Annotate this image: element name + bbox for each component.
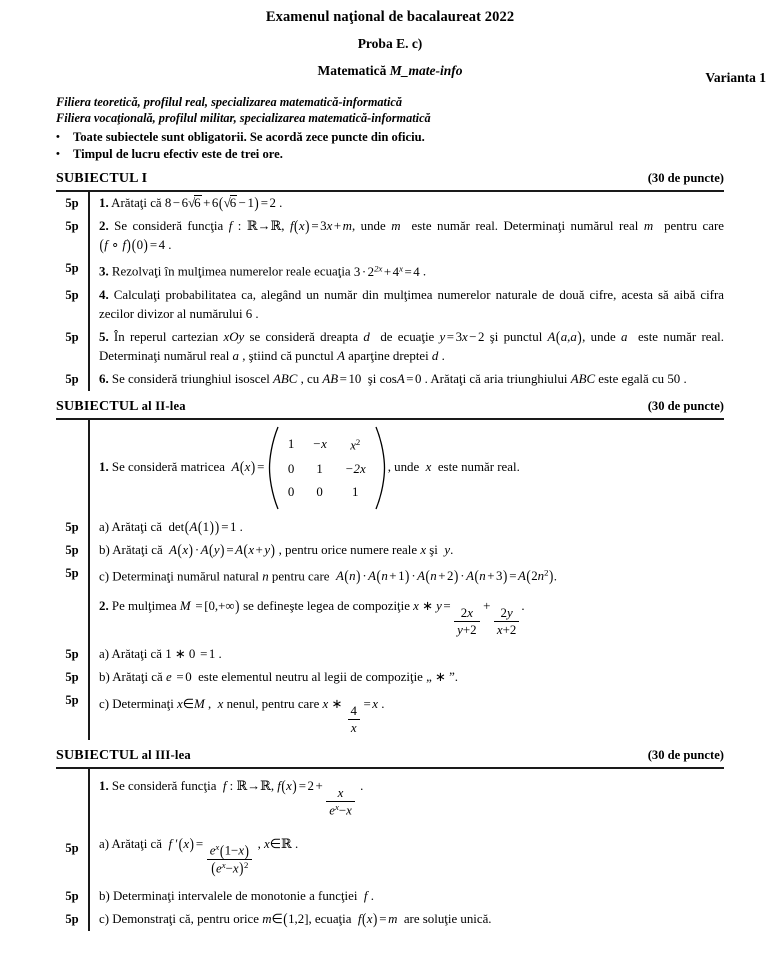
problem-text-ii-1c: c) Determinaţi numărul natural n pentru care $A(n) \cdot A(n + 1) \cdot A(n + 2) \cdot A(n + 3) = A(2n^2)$. (99, 567, 558, 585)
problem-points-empty (56, 769, 88, 773)
problem-text-ii-1b: b) Arătaţi că A(x) · A(y) = A(x + y) , pentru orice numere reale x şi y. (99, 540, 454, 559)
matrix-row (279, 458, 375, 481)
problem-points-empty (56, 420, 88, 424)
matrix-cell: 0 (287, 461, 295, 476)
problem-points: 5p (65, 371, 79, 386)
matrix-cell: 1 (352, 484, 359, 499)
matrix-cell: 0 (316, 484, 323, 499)
problem-row (56, 908, 724, 931)
problem-points: 5p (65, 261, 79, 275)
problem-text-ii-2: 2. Pe mulţimea M = [0,+∞) se defineşte legea de compoziţie x ∗ y = $\frac{2x}{y+2}$ + $\frac{2y}{x+2}$ . (99, 597, 525, 637)
matrix-cell: $x^2$ (350, 437, 361, 453)
instructions-list (56, 129, 780, 163)
subject-variant-code: M_mate-info (389, 63, 463, 78)
subject3-table (56, 769, 724, 930)
problem-text-2: 2. Se consideră funcţia f : ℝ→ℝ, f(x) = 3x + m, unde m este număr real. Determinaţi numărul real m pentru care (f ∘ f)(0) = 4 . (99, 217, 724, 254)
section-points-2: (30 de puncte) (647, 398, 724, 413)
section-header-3 (56, 748, 724, 764)
problem-text-ii-2b: b) Arătaţi că e = 0 este elementul neutru al legii de compoziţie „ ∗ ”. (99, 670, 459, 685)
problem-row (56, 368, 724, 391)
problem-text-3: 3. Rezolvaţi în mulţimea numerelor reale ecuaţia $3 \cdot 2^{2x} + 4^x = 4$ . (99, 263, 427, 279)
problem-row (56, 562, 724, 589)
matrix-cell: 0 (287, 484, 295, 499)
bullet-icon: • (56, 131, 60, 143)
problem-row (56, 825, 724, 885)
problem-row (56, 588, 724, 643)
problem-row (56, 516, 724, 539)
problem-text-ii-2a: a) Arătaţi că 1 ∗ 0 = 1 . (99, 647, 222, 662)
problem-text-iii-1b: b) Determinaţi intervalele de monotonie a funcţiei f . (99, 888, 374, 903)
section-title-2 (56, 399, 186, 415)
problem-row (56, 689, 724, 740)
matrix-cell: 1 (287, 437, 295, 452)
problem-text-4: 4. Calculaţi probabilitatea ca, alegând un număr din mulţimea numerelor naturale de două cifre, acesta să aibă cifra zecilor divizor al numărului 6 . (99, 287, 724, 321)
problem-text-6: 6. Se consideră triunghiul isoscel ABC , cu AB = 10 şi cosA = 0 . Arătaţi că aria triunghiului ABC este egală cu 50 . (99, 371, 687, 386)
instruction-text-2: Timpul de lucru efectiv este de trei ore. (73, 147, 283, 161)
problem-row (56, 420, 724, 516)
section-title-1: SUBIECTUL I (56, 171, 148, 186)
problem-row (56, 284, 724, 326)
matrix-left-paren (268, 425, 279, 511)
problem-row (56, 769, 724, 825)
section-title-2-main: SUBIECTUL (56, 398, 142, 414)
subject2-table (56, 420, 724, 741)
problem-points: 5p (65, 329, 79, 344)
instruction-item-1 (56, 129, 780, 146)
section-title-3-rest: al III-lea (141, 748, 191, 763)
problem-text-ii-1a: a) Arătaţi că det(A(1)) = 1 . (99, 517, 243, 536)
instruction-text-1: Toate subiectele sunt obligatorii. Se acordă zece puncte din oficiu. (73, 130, 425, 144)
section-title-2-rest: al II-lea (141, 398, 186, 413)
exam-title: Examenul naţional de bacalaureat 2022 (265, 9, 515, 25)
problem-text-1: 1. Arătaţi că 8 − 6√6 + 6(√6 − 1) = 2 . (99, 194, 283, 212)
exam-test-code: Proba E. c) (357, 36, 423, 51)
filiera-line-1: Filiera teoretică, profilul real, specializarea matematică-informatică (56, 95, 402, 109)
problem-row (56, 215, 724, 257)
matrix-A (268, 425, 386, 511)
problem-points-empty (56, 588, 88, 592)
problem-text-iii-1a: a) Arătaţi că f ′(x) = $\frac{e^x(1-x)}{(e^x-x)^2}$ , x∈ℝ . (99, 835, 299, 877)
problem-row (56, 192, 724, 215)
problem-row (56, 257, 724, 284)
problem-points: 5p (65, 219, 79, 233)
problem-points: 5p (65, 888, 79, 903)
instruction-item-2 (56, 146, 780, 163)
section-title-3-main: SUBIECTUL (56, 748, 142, 764)
problem-text-iii-1: 1. Se consideră funcţia f : ℝ→ℝ, f(x) = 2 + $\frac{x}{e^x-x}$ . (99, 777, 364, 818)
matrix-row (279, 481, 375, 504)
problem-points: 5p (65, 647, 79, 662)
problem-row (56, 885, 724, 908)
problem-points: 5p (65, 840, 79, 855)
section-header-2 (56, 399, 724, 415)
problem-points: 5p (65, 693, 79, 708)
problem-row (56, 643, 724, 666)
matrix-cell: −2x (344, 461, 366, 476)
problem-text-ii-1: 1. Se consideră matricea A(x) = 1 −x $x^2$ 0 1 −2x 0 0 1 , unde x este număr real. (90, 420, 724, 516)
matrix-row (279, 431, 375, 458)
subject1-table (56, 192, 724, 391)
section-header-1 (56, 171, 724, 187)
subject-label: Matematică (317, 63, 390, 78)
bullet-icon: • (56, 148, 60, 160)
problem-points: 5p (65, 519, 79, 534)
problem-points: 5p (65, 911, 79, 926)
problem-row (56, 326, 724, 368)
problem-text-5: 5. În reperul cartezian xOy se consideră dreapta d de ecuaţie y = 3x − 2 şi punctul A(a,a), unde a este număr real. Determinaţi numărul real a , ştiind că punctul A aparţine dreptei d . (99, 327, 724, 363)
matrix-cell: −x (312, 437, 327, 452)
filiera-line-2: Filiera vocaţională, profilul militar, specializarea matematică-informatică (56, 110, 431, 125)
problem-text-iii-1c: c) Demonstraţi că, pentru orice m∈(1,2], ecuaţia f(x) = m are soluţie unică. (99, 909, 492, 928)
matrix-right-paren (375, 425, 386, 511)
section-title-3 (56, 748, 191, 764)
matrix-cell: 1 (316, 461, 323, 476)
variant-number: Varianta 1 (705, 70, 766, 85)
problem-row (56, 539, 724, 562)
problem-points: 5p (65, 670, 79, 685)
problem-points: 5p (65, 287, 79, 302)
problem-points: 5p (65, 196, 79, 210)
problem-points: 5p (65, 542, 79, 557)
problem-points: 5p (65, 565, 79, 580)
section-points-1: (30 de puncte) (647, 171, 724, 185)
exam-subject-line (0, 52, 780, 79)
section-points-3: (30 de puncte) (647, 748, 724, 763)
problem-row (56, 666, 724, 689)
problem-text-ii-2c: c) Determinaţi x∈M , x nenul, pentru care x ∗ $\frac{4}{x}$ = x . (99, 697, 385, 735)
